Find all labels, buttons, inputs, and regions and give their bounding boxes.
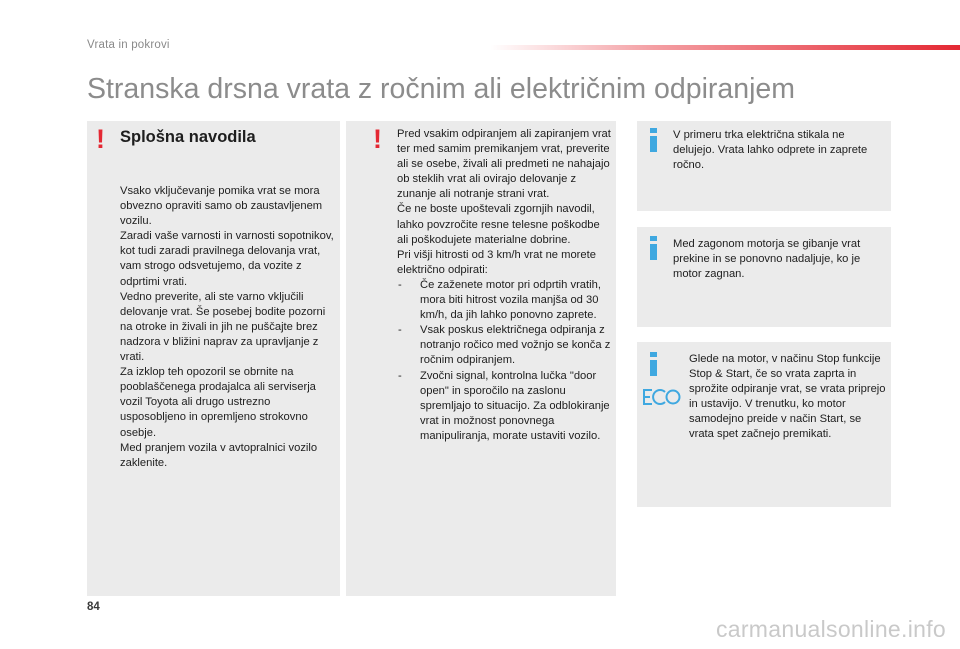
- paragraph: Vsako vključevanje pomika vrat se mora obvezno opraviti samo ob zaustavljenem vozilu.: [120, 185, 323, 228]
- section-label: Vrata in pokrovi: [87, 39, 170, 51]
- watermark: carmanualsonline.info: [715, 616, 946, 642]
- paragraph: Vedno preverite, ali ste varno vključili delovanje vrat. Še posebej bodite pozorni na otroke in živali in jih ne puščajte brez nadzora v bližini naprav za upravljanje z vrati.: [120, 290, 326, 364]
- paragraph: Med pranjem vozila v avtopralnici vozilo zaklenite.: [120, 441, 318, 469]
- list-item: [397, 278, 613, 323]
- page-title: Stranska drsna vrata z ročnim ali električnim odpiranjem: [87, 73, 796, 105]
- list-item-text: Vsak poskus električnega odpiranja z notranjo ročico med vožnjo se konča z ročnim odpiranjem.: [420, 324, 611, 367]
- general-instructions-text: [120, 184, 338, 471]
- info-text: Glede na motor, v načinu Stop funkcije Stop & Start, če so vrata zaprta in sprožite odpiranje vrat, se vrata priprejo in ustavijo. V trenutku, ko motor samodejno preide v način Start, se vrata spet začnejo premikati.: [689, 353, 886, 441]
- eco-icon: [641, 385, 681, 409]
- list-marker: -: [398, 369, 402, 382]
- paragraph: Za izklop teh opozoril se obrnite na pooblaščenega prodajalca ali serviserja vozil Toyota ali drugo ustrezno usposobljeno in opremljeno strokovno osebje.: [120, 366, 316, 439]
- panel-heading: Splošna navodila: [120, 128, 256, 146]
- info-text: V primeru trka električna stikala ne delujejo. Vrata lahko odprete in zaprete ročno.: [673, 129, 868, 172]
- paragraph: Pri višji hitrosti od 3 km/h vrat ne morete električno odpirati:: [397, 248, 596, 276]
- list-item: [397, 369, 613, 444]
- list-item-text: Zvočni signal, kontrolna lučka "door open" in sporočilo na zaslonu spremljajo to situacijo. Za odblokiranje vrat in možnost ponovnega manipuliranja, morate ustaviti vozilo.: [420, 369, 610, 442]
- warning-exclamation-icon: !: [373, 124, 382, 154]
- paragraph: Zaradi vaše varnosti in varnosti sopotnikov, kot tudi zaradi pravilnega delovanja vrat, vam strogo odsvetujemo, da vozite z odprtimi vrati.: [120, 230, 334, 288]
- list-item: [397, 323, 613, 368]
- warning-exclamation-icon: !: [96, 124, 105, 154]
- info-text: Med zagonom motorja se gibanje vrat prekine in se ponovno nadaljuje, ko je motor zagnan.: [673, 238, 861, 281]
- info-icon: [649, 128, 659, 152]
- paragraph: Če ne boste upoštevali zgornjih navodil, lahko povzročite resne telesne poškodbe ali poškodujete materialne dobrine.: [397, 203, 600, 246]
- list-marker: -: [398, 324, 402, 337]
- list-marker: -: [398, 278, 402, 291]
- info-icon: [649, 352, 659, 376]
- list-item-text: Če zaženete motor pri odprtih vratih, mora biti hitrost vozila manjša od 30 km/h, da jih lahko ponovno zaprete.: [420, 278, 601, 322]
- info-icon: [649, 236, 659, 260]
- page-number: 84: [87, 601, 100, 613]
- warning-text: [397, 127, 613, 444]
- header-accent-bar: [490, 45, 960, 50]
- paragraph: Pred vsakim odpiranjem ali zapiranjem vrat ter med samim premikanjem vrat, preverite ali se osebe, živali ali predmeti ne nahajajo ob steklih vrat ali ovirajo delovanje z zunanje ali notranje strani vrat.: [397, 128, 611, 201]
